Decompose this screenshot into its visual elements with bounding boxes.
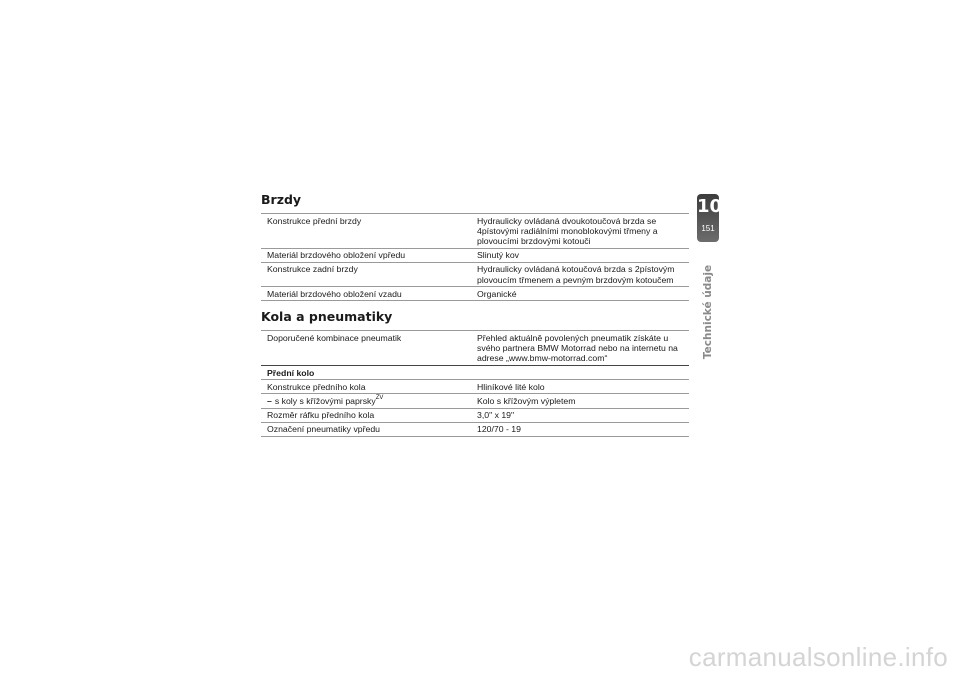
row-value: Přehled aktuálně povolených pneumatik získáte u svého partnera BMW Motorrad nebo na internetu na adrese „www.bmw-motorrad.com“: [473, 331, 689, 366]
table-row: [261, 394, 689, 408]
row-label: Konstrukce předního kola: [261, 380, 473, 394]
section-title-wheels: Kola a pneumatiky: [261, 309, 393, 325]
subheading-row: [261, 366, 689, 380]
table-row: [261, 380, 689, 394]
row-label: Materiál brzdového obložení vzadu: [261, 287, 473, 301]
table-row: [261, 422, 689, 436]
row-value: Hliníkové lité kolo: [473, 380, 689, 394]
page-number: 151: [701, 224, 715, 233]
chapter-tab: [697, 194, 723, 242]
chapter-number: 10: [697, 196, 723, 217]
row-value: Hydraulicky ovládaná dvoukotoučová brzda se 4pístovými radiálními monoblokovými třmeny a plovoucími brzdovými kotouči: [473, 214, 689, 249]
option-code: ZV: [375, 394, 384, 401]
wheels-table: [261, 330, 689, 437]
row-label: Konstrukce zadní brzdy: [261, 262, 473, 286]
row-value: Hydraulicky ovládaná kotoučová brzda s 2pístovým plovoucím třmenem a pevným brzdovým kotoučem: [473, 262, 689, 286]
row-label: Materiál brzdového obložení vpředu: [261, 248, 473, 262]
table-row: [261, 214, 689, 249]
page-content: [261, 192, 689, 437]
row-value: 3,0" x 19": [473, 408, 689, 422]
row-label-option: [261, 394, 473, 408]
brakes-table: [261, 213, 689, 301]
option-label: s koly s křížovými paprsky: [274, 395, 376, 406]
chapter-label: Technické údaje: [702, 264, 714, 360]
table-row: [261, 331, 689, 366]
table-row: [261, 248, 689, 262]
dash-bullet-icon: –: [267, 395, 272, 406]
table-row: [261, 287, 689, 301]
subheading-front-wheel: Přední kolo: [261, 366, 689, 380]
row-label: Konstrukce přední brzdy: [261, 214, 473, 249]
table-row: [261, 262, 689, 286]
row-value: 120/70 - 19: [473, 422, 689, 436]
section-title-brakes: Brzdy: [261, 192, 302, 207]
row-label: Rozměr ráfku předního kola: [261, 408, 473, 422]
row-value: Organické: [473, 287, 689, 301]
row-value: Kolo s křížovým výpletem: [473, 394, 689, 408]
watermark: carmanualsonline.info: [688, 642, 948, 672]
row-label: Doporučené kombinace pneumatik: [261, 331, 473, 366]
table-row: [261, 408, 689, 422]
row-label: Označení pneumatiky vpředu: [261, 422, 473, 436]
row-value: Slinutý kov: [473, 248, 689, 262]
